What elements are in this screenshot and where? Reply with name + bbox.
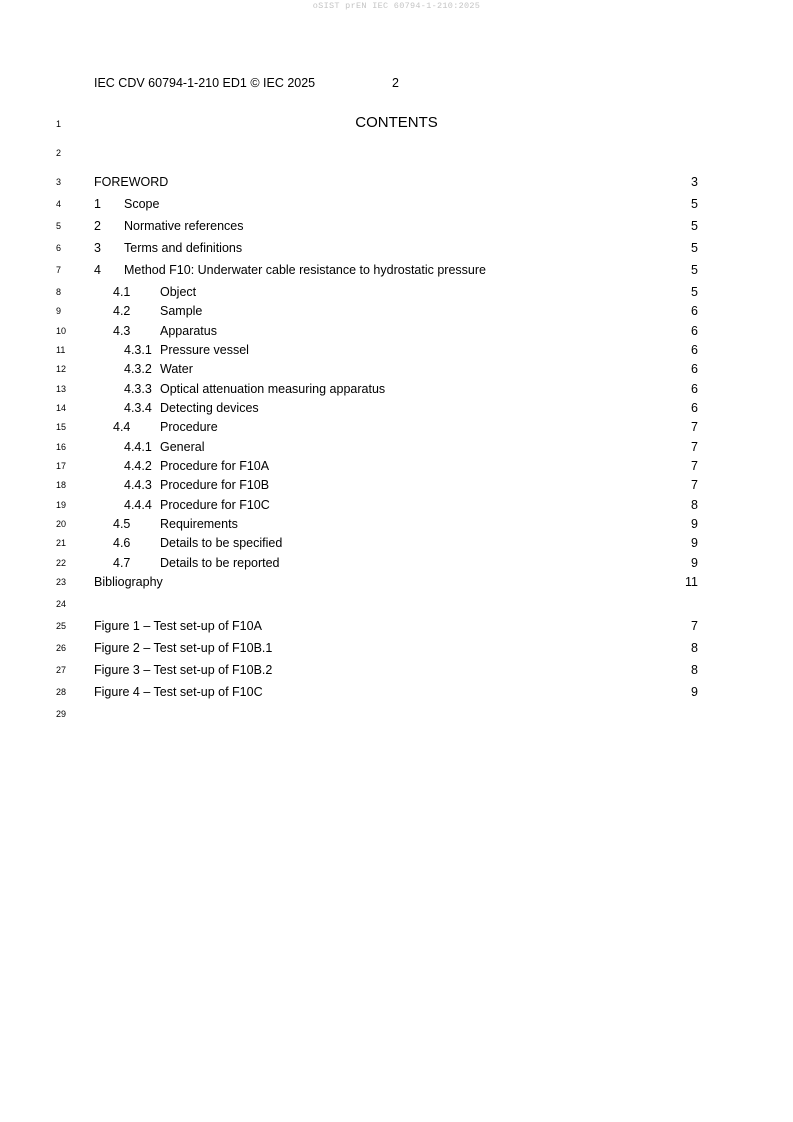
line-number: 1: [56, 119, 62, 129]
toc-entry-title: Water: [160, 362, 193, 376]
figure-entry-1[interactable]: [94, 618, 698, 634]
toc-entry-number: 4.3: [113, 324, 131, 338]
toc-entry-procedure-f10b[interactable]: [124, 477, 698, 493]
figure-entry-2[interactable]: [94, 640, 698, 656]
toc-entry-number: 4.4.2: [124, 459, 152, 473]
toc-entry-number: 4: [94, 263, 101, 277]
toc-entry-title: Detecting devices: [160, 401, 259, 415]
line-number: 2: [56, 148, 62, 158]
line-number: 14: [56, 403, 67, 413]
toc-entry-title: Object: [160, 285, 197, 299]
toc-entry-number: 4.3.2: [124, 362, 152, 376]
toc-entry-number: 4.4.1: [124, 440, 152, 454]
toc-entry-bibliography[interactable]: [94, 574, 698, 590]
toc-entry-number: 4.3.1: [124, 343, 152, 357]
toc-entry-detecting-devices[interactable]: [124, 400, 698, 416]
toc-entry-number: 1: [94, 197, 101, 211]
figure-entry-title: Figure 2 – Test set-up of F10B.1: [94, 641, 273, 655]
line-number: 24: [56, 599, 67, 609]
toc-entry-page: 5: [691, 241, 698, 255]
line-number: 22: [56, 558, 67, 568]
toc-entry-object[interactable]: [113, 284, 698, 300]
figure-entry-4[interactable]: [94, 684, 698, 700]
toc-entry-title: Procedure for F10B: [160, 478, 270, 492]
toc-entry-page: 6: [691, 343, 698, 357]
figure-entry-page: 8: [691, 641, 698, 655]
line-number: 21: [56, 538, 67, 548]
line-number: 16: [56, 442, 67, 452]
toc-entry-requirements[interactable]: [113, 516, 698, 532]
toc-entry-number: 4.4.4: [124, 498, 152, 512]
toc-entry-page: 6: [691, 324, 698, 338]
toc-entry-page: 9: [691, 556, 698, 570]
watermark: oSIST prEN IEC 60794-1-210:2025: [312, 1, 481, 11]
toc-entry-optical-attenuation[interactable]: [124, 381, 698, 397]
toc-entry-page: 5: [691, 285, 698, 299]
toc-entry-page: 5: [691, 263, 698, 277]
toc-entry-number: 2: [94, 219, 101, 233]
figure-entry-3[interactable]: [94, 662, 698, 678]
toc-entry-title: Sample: [160, 304, 203, 318]
toc-entry-number: 4.7: [113, 556, 131, 570]
toc-entry-water[interactable]: [124, 361, 698, 377]
toc-entry-title: Details to be reported: [160, 556, 280, 570]
toc-entry-number: 4.2: [113, 304, 131, 318]
toc-entry-page: 9: [691, 536, 698, 550]
line-number: 19: [56, 500, 67, 510]
toc-entry-number: 4.4: [113, 420, 131, 434]
toc-entry-title: Normative references: [124, 219, 244, 233]
line-number: 8: [56, 287, 62, 297]
toc-entry-page: 6: [691, 362, 698, 376]
line-number: 29: [56, 709, 67, 719]
toc-entry-page: 7: [691, 420, 698, 434]
line-number: 10: [56, 326, 67, 336]
toc-entry-number: 4.3.4: [124, 401, 152, 415]
toc-entry-procedure-f10a[interactable]: [124, 458, 698, 474]
toc-entry-page: 8: [691, 498, 698, 512]
figure-entry-page: 8: [691, 663, 698, 677]
line-number: 6: [56, 243, 62, 253]
line-number: 26: [56, 643, 67, 653]
toc-entry-number: 3: [94, 241, 101, 255]
toc-entry-page: 3: [691, 175, 698, 189]
line-number: 20: [56, 519, 67, 529]
toc-entry-title: Procedure for F10C: [160, 498, 270, 512]
line-number: 11: [56, 345, 66, 355]
toc-entry-number: 4.6: [113, 536, 131, 550]
line-number: 15: [56, 422, 67, 432]
toc-entry-page: 11: [685, 575, 698, 589]
toc-entry-details-reported[interactable]: [113, 555, 698, 571]
toc-entry-page: 5: [691, 219, 698, 233]
figure-entry-title: Figure 1 – Test set-up of F10A: [94, 619, 262, 633]
toc-entry-title: Terms and definitions: [124, 241, 243, 255]
toc-entry-title: General: [160, 440, 205, 454]
toc-entry-title: Bibliography: [94, 575, 163, 589]
line-number: 25: [56, 621, 67, 631]
toc-entry-details-specified[interactable]: [113, 535, 698, 551]
toc-entry-page: 7: [691, 440, 698, 454]
toc-entry-page: 6: [691, 401, 698, 415]
toc-entry-title: FOREWORD: [94, 175, 169, 189]
toc-entry-number: 4.3.3: [124, 382, 152, 396]
toc-entry-apparatus[interactable]: [113, 323, 698, 339]
toc-entry-terms-and-definitions[interactable]: [94, 240, 698, 256]
toc-entry-method-f10[interactable]: [94, 262, 698, 278]
toc-entry-scope[interactable]: [94, 196, 698, 212]
toc-entry-page: 6: [691, 382, 698, 396]
toc-entry-number: 4.4.3: [124, 478, 152, 492]
figure-entry-title: Figure 4 – Test set-up of F10C: [94, 685, 263, 699]
toc-entry-page: 7: [691, 459, 698, 473]
toc-entry-sample[interactable]: [113, 303, 698, 319]
line-number: 27: [56, 665, 67, 675]
line-number: 18: [56, 480, 67, 490]
toc-entry-general[interactable]: [124, 439, 698, 455]
toc-entry-title: Apparatus: [160, 324, 217, 338]
figure-entry-page: 7: [691, 619, 698, 633]
contents-title: CONTENTS: [355, 114, 438, 131]
toc-entry-title: Method F10: Underwater cable resistance to hydrostatic pressure: [124, 263, 486, 277]
toc-entry-page: 9: [691, 517, 698, 531]
figure-entry-title: Figure 3 – Test set-up of F10B.2: [94, 663, 273, 677]
toc-entry-pressure-vessel[interactable]: [124, 342, 698, 358]
line-number: 4: [56, 199, 62, 209]
toc-entry-title: Requirements: [160, 517, 238, 531]
toc-entry-page: 6: [691, 304, 698, 318]
line-number: 5: [56, 221, 62, 231]
line-number: 17: [56, 461, 67, 471]
figure-entry-page: 9: [691, 685, 698, 699]
line-number: 13: [56, 384, 67, 394]
line-number: 23: [56, 577, 67, 587]
toc-entry-number: 4.5: [113, 517, 131, 531]
toc-entry-title: Pressure vessel: [160, 343, 249, 357]
toc-entry-title: Details to be specified: [160, 536, 283, 550]
page-number: 2: [392, 76, 399, 90]
toc-entry-procedure-f10c[interactable]: [124, 497, 698, 513]
toc-entry-normative-references[interactable]: [94, 218, 698, 234]
toc-entry-foreword[interactable]: [94, 174, 698, 190]
line-number: 12: [56, 364, 67, 374]
toc-entry-title: Procedure for F10A: [160, 459, 270, 473]
toc-entry-page: 7: [691, 478, 698, 492]
line-number: 28: [56, 687, 67, 697]
toc-entry-title: Procedure: [160, 420, 218, 434]
line-number: 3: [56, 177, 62, 187]
toc-entry-page: 5: [691, 197, 698, 211]
running-header: IEC CDV 60794-1-210 ED1 © IEC 2025: [94, 76, 316, 90]
toc-entry-title: Scope: [124, 197, 160, 211]
toc-entry-title: Optical attenuation measuring apparatus: [160, 382, 386, 396]
toc-entry-number: 4.1: [113, 285, 131, 299]
line-number: 7: [56, 265, 62, 275]
line-number: 9: [56, 306, 62, 316]
toc-entry-procedure[interactable]: [113, 419, 698, 435]
